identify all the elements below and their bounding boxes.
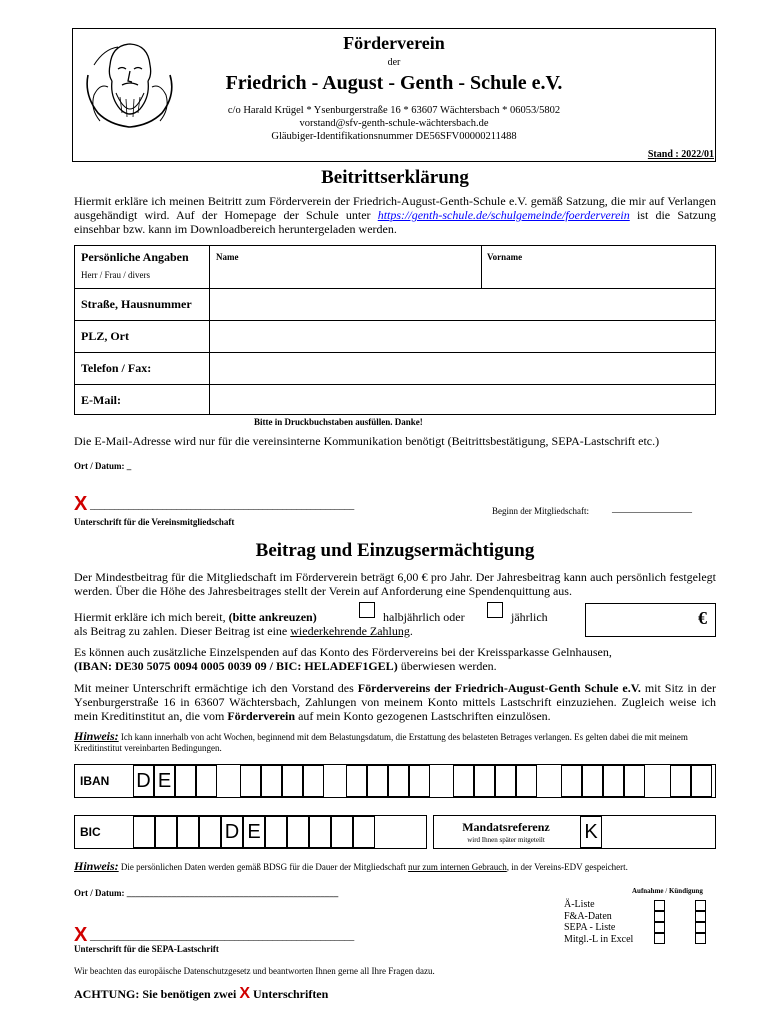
admin-header [632,887,703,895]
school-name: Friedrich - August - Genth - Schule e.V. [225,72,563,94]
iban-cell[interactable]: E [154,765,175,797]
hinweis-datenschutz [74,859,734,874]
iban-cell[interactable] [367,765,388,797]
jaehrlich-checkbox[interactable] [487,602,503,618]
iban-cell[interactable] [175,765,196,797]
email-usage-note: Die E-Mail-Adresse wird nur für die vereinsinterne Kommunikation benötigt (Beitrittsbestätigung, SEPA-Lastschrift etc.) [74,434,660,448]
mandate-part-1: Mit meiner Unterschrift ermächtige ich den Vorstand des [74,681,358,695]
datenschutz-footer: Wir beachten das europäische Datenschutzgesetz und beantworten Ihnen gerne all Ihre Fragen dazu. [74,966,435,976]
signature-label-1: Unterschrift für die Vereinsmitgliedschaft [74,517,235,527]
signature-line-2[interactable]: _______________________________________________________ [90,931,355,942]
ueberwiesen-text: überwiesen werden. [397,659,497,673]
admin-checkbox[interactable] [695,922,706,933]
email-label: E-Mail: [81,393,121,407]
period: . [409,624,413,638]
wiederkehrend-text: wiederkehrende Zahlung [290,624,410,638]
spenden-line: Es können auch zusätzliche Einzelspenden auf das Konto des Fördervereins bei der Kreissparkasse Gelnhausen, [74,645,612,659]
mandat-cell[interactable]: K [580,816,602,848]
achtung-x-mark: X [239,985,250,1002]
kuendigung-label: Kündigung [668,887,703,895]
ort-datum-2[interactable]: Ort / Datum: _______________________________________________ [74,888,339,898]
bic-cell[interactable]: E [243,816,265,848]
intro-text-1: Hiermit erkläre ich meinen Beitritt zum Förderverein der Friedrich-August-Genth-Schule e.V. gemäß Satzung, die mir auf Verlangen ausgehändigt wird. Auf der Homepage der Schule unter [74,194,716,222]
iban-cell[interactable] [624,765,645,797]
achtung-line [74,985,328,1003]
name-field[interactable] [210,246,480,288]
separator: / [665,887,668,895]
signature-x-mark-2: X [74,924,88,946]
admin-item: Ä-Liste [564,899,595,910]
admin-item: Mitgl.-L in Excel [564,933,634,945]
mindestbeitrag-text: Der Mindestbeitrag für die Mitgliedschaft im Förderverein beträgt 6,00 € pro Jahr. Der Jahresbeitrag kann auch persönlich festgelegt werden. Über die Höhe des Jahresbeitrages stellt der Verein auf Anforderung eine Spendenquittung aus. [74,570,716,598]
beitritt-intro [74,194,716,236]
achtung-text-1: ACHTUNG: Sie benötigen zwei [74,987,240,1001]
iban-cell[interactable] [346,765,367,797]
iban-cell[interactable] [670,765,691,797]
creditor-id-line: Gläubiger-Identifikationsnummer DE56SFV00000211488 [271,131,517,142]
ankreuzen-text: (bitte ankreuzen) [228,610,317,624]
street-field[interactable] [210,289,715,320]
bic-cell[interactable] [199,816,221,848]
admin-item: SEPA - Liste [564,922,616,933]
admin-checkbox[interactable] [695,900,706,911]
admin-checkbox[interactable] [654,900,665,911]
beitrag-title: Beitrag und Einzugsermächtigung [255,540,535,561]
halbjaehrlich-checkbox[interactable] [359,602,375,618]
bic-cell[interactable] [155,816,177,848]
iban-cell[interactable] [474,765,495,797]
bic-cell[interactable]: D [221,816,243,848]
address-block [176,104,612,143]
spenden-text [74,645,716,673]
als-beitrag-text: als Beitrag zu zahlen. Dieser Beitrag ist eine [74,624,291,638]
signature-label-2: Unterschrift für die SEPA-Lastschrift [74,944,219,954]
iban-cell[interactable] [240,765,261,797]
signature-x-mark: X [74,493,88,515]
als-beitrag-line [74,624,413,639]
homepage-link[interactable]: https://genth-schule.de/schulgemeinde/foerderverein [377,208,630,222]
iban-cell[interactable] [282,765,303,797]
hinweis2-text-1: Die persönlichen Daten werden gemäß BDSG für die Dauer der Mitgliedschaft [118,862,409,872]
hinweis2-text-2: , in der Vereins-EDV gespeichert. [506,862,628,872]
iban-cell[interactable] [196,765,217,797]
hinweis2-label: Hinweis: [74,859,119,873]
iban-cell[interactable] [561,765,582,797]
mandatsreferenz-label: Mandatsreferenz [462,820,550,834]
vorname-field[interactable] [482,246,715,288]
hinweis-text: Ich kann innerhalb von acht Wochen, beginnend mit dem Belastungsdatum, die Erstattung des belasteten Betrages verlangen. Es gelten dabei die mit meinem Kreditinstitut vereinbarten Bedingungen. [74,732,688,753]
personal-data-label: Persönliche Angaben [81,250,189,264]
iban-cell[interactable] [261,765,282,797]
signature-line-1[interactable]: _______________________________________________________ [90,500,355,511]
halbjaehrlich-label: halbjährlich oder [383,610,465,624]
iban-cell[interactable] [495,765,516,797]
street-label: Straße, Hausnummer [81,297,192,311]
bic-cell[interactable] [177,816,199,848]
jaehrlich-label: jährlich [511,610,548,624]
mandatsreferenz-sub: wird Ihnen später mitgeteilt [467,836,545,844]
mandate-part-2: mit Sitz in der Ysenburgerstraße 16 in 63607 Wächtersbach, Zahlungen von meinem Konto mittels Lastschrift einzuziehen. Zugleich weise ich mein Kreditinstitut an, die vom [74,681,717,723]
salutation-label: Herr / Frau / divers [81,270,150,280]
beginn-label: Beginn der Mitgliedschaft: [492,506,589,516]
mandate-bold-2: Förderverein [227,709,296,723]
mandate-bold-1: Fördervereins der Friedrich-August-Genth Schule e.V. [357,681,641,695]
iban-cell[interactable] [582,765,603,797]
bic-cell[interactable] [353,816,375,848]
bic-cell[interactable] [309,816,331,848]
admin-list [564,899,633,945]
email-line: vorstand@sfv-genth-schule-wächtersbach.de [299,118,489,129]
iban-cell[interactable] [516,765,537,797]
hiermit-text: Hiermit erkläre ich mich bereit, [74,610,229,624]
mandate-part-3: auf mein Konto gezogenen Lastschriften einzulösen. [295,709,551,723]
admin-checkbox[interactable] [654,911,665,922]
iban-cell[interactable] [388,765,409,797]
vorname-label: Vorname [487,252,523,262]
admin-checkbox[interactable] [695,911,706,922]
ort-datum-1[interactable]: Ort / Datum: _ [74,461,132,471]
hinweis2-underlined: nur zum internen Gebrauch [408,862,507,872]
stand-label: Stand : 2022/01 [647,149,714,160]
phone-label: Telefon / Fax: [81,361,152,375]
plz-field[interactable] [210,321,715,352]
iban-cell[interactable]: D [133,765,154,797]
address-line: c/o Harald Krügel * Ysenburgerstraße 16 * 63607 Wächtersbach * 06053/5802 [227,105,561,116]
hinweis-label: Hinweis: [74,729,119,743]
iban-cell[interactable] [303,765,324,797]
email-field[interactable] [210,385,715,414]
iban-label: IBAN [80,774,110,788]
bic-label: BIC [80,825,101,839]
aufnahme-label: Aufnahme [632,887,664,895]
iban-cell[interactable] [691,765,712,797]
beitritt-title: Beitrittserklärung [321,167,469,188]
bic-cell[interactable] [331,816,353,848]
euro-sign: € [698,608,707,628]
mandate-text [74,681,716,723]
bic-cell[interactable] [265,816,287,848]
plz-label: PLZ, Ort [81,329,129,343]
admin-checkbox[interactable] [654,933,665,944]
bank-account-text: (IBAN: DE30 5075 0094 0005 0039 09 / BIC: HELADEF1GEL) [74,659,398,673]
org-name-line2: der [387,57,401,68]
achtung-text-2: Unterschriften [250,987,329,1001]
phone-field[interactable] [210,353,715,384]
personal-data-table [74,245,716,415]
bic-cell[interactable] [133,816,155,848]
admin-checkbox[interactable] [695,933,706,944]
admin-checkbox[interactable] [654,922,665,933]
bic-cell[interactable] [287,816,309,848]
print-note: Bitte in Druckbuchstaben ausfüllen. Danke! [254,417,423,427]
iban-cell[interactable] [453,765,474,797]
beginn-field[interactable]: ________________ [612,503,692,514]
hiermit-line [74,610,317,625]
intro-text-2: ist die Satzung einsehbar bzw. kann im Downloadbereich heruntergeladen werden. [74,208,716,236]
amount-field[interactable] [585,603,716,637]
iban-cell[interactable] [603,765,624,797]
founder-portrait [80,35,176,129]
hinweis-refund [74,731,716,754]
name-label: Name [216,252,239,262]
org-name-line1: Förderverein [343,33,445,53]
iban-cell[interactable] [409,765,430,797]
admin-item: F&A-Daten [564,910,612,922]
